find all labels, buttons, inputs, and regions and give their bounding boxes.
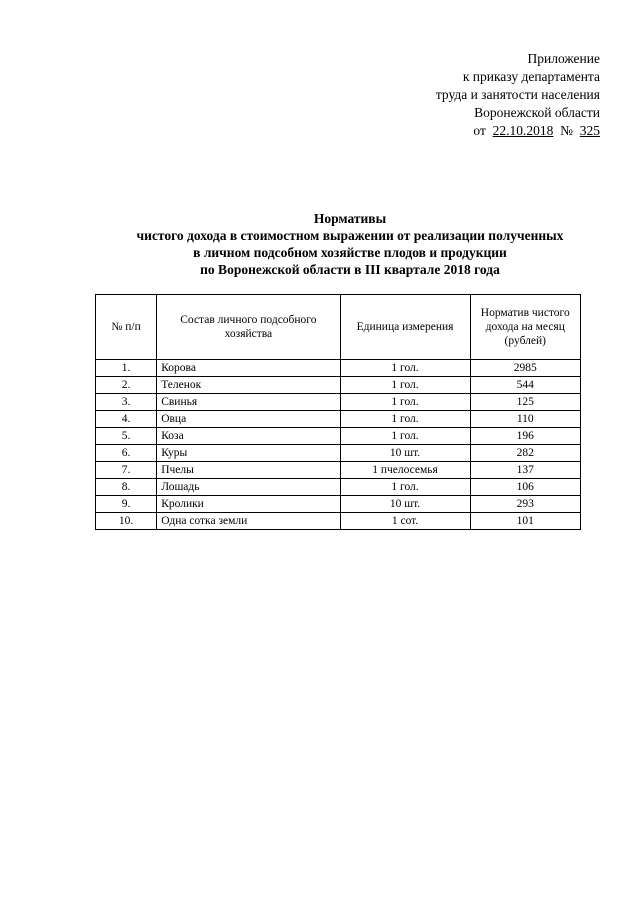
cell-name: Свинья bbox=[157, 394, 340, 411]
cell-value: 544 bbox=[470, 377, 580, 394]
cell-num: 5. bbox=[96, 428, 157, 445]
cell-value: 2985 bbox=[470, 360, 580, 377]
header-num: № п/п bbox=[96, 295, 157, 360]
table-row bbox=[96, 394, 581, 411]
table-row bbox=[96, 462, 581, 479]
header-unit: Единица измерения bbox=[340, 295, 470, 360]
header-value: Норматив чистого дохода на месяц (рублей) bbox=[470, 295, 580, 360]
appendix-block bbox=[436, 50, 600, 140]
cell-num: 9. bbox=[96, 496, 157, 513]
table-row bbox=[96, 513, 581, 530]
appendix-date: 22.10.2018 bbox=[492, 123, 554, 138]
title-line-3: в личном подсобном хозяйстве плодов и продукции bbox=[193, 245, 507, 260]
title-line-4: по Воронежской области в III квартале 2018 года bbox=[200, 262, 500, 277]
cell-unit: 1 гол. bbox=[340, 377, 470, 394]
cell-name: Кролики bbox=[157, 496, 340, 513]
cell-num: 2. bbox=[96, 377, 157, 394]
cell-value: 101 bbox=[470, 513, 580, 530]
table-row bbox=[96, 377, 581, 394]
appendix-number: 325 bbox=[579, 123, 600, 138]
cell-value: 293 bbox=[470, 496, 580, 513]
cell-unit: 1 гол. bbox=[340, 428, 470, 445]
cell-value: 106 bbox=[470, 479, 580, 496]
table-row bbox=[96, 428, 581, 445]
cell-unit: 1 пчелосемья bbox=[340, 462, 470, 479]
appendix-line-1: Приложение bbox=[527, 51, 600, 66]
cell-unit: 10 шт. bbox=[340, 496, 470, 513]
cell-unit: 1 гол. bbox=[340, 360, 470, 377]
cell-name: Овца bbox=[157, 411, 340, 428]
document-title bbox=[0, 210, 640, 278]
cell-name: Пчелы bbox=[157, 462, 340, 479]
table-row bbox=[96, 360, 581, 377]
cell-name: Лошадь bbox=[157, 479, 340, 496]
standards-table bbox=[95, 294, 581, 530]
appendix-line-4: Воронежской области bbox=[474, 105, 600, 120]
cell-num: 1. bbox=[96, 360, 157, 377]
header-name: Состав личного подсобного хозяйства bbox=[157, 295, 340, 360]
table-row bbox=[96, 479, 581, 496]
cell-name: Одна сотка земли bbox=[157, 513, 340, 530]
cell-value: 125 bbox=[470, 394, 580, 411]
cell-value: 110 bbox=[470, 411, 580, 428]
table-row bbox=[96, 496, 581, 513]
appendix-line-2: к приказу департамента bbox=[462, 69, 600, 84]
cell-value: 137 bbox=[470, 462, 580, 479]
cell-value: 282 bbox=[470, 445, 580, 462]
table-row bbox=[96, 445, 581, 462]
cell-name: Куры bbox=[157, 445, 340, 462]
table-header-row bbox=[96, 295, 581, 360]
title-line-2: чистого дохода в стоимостном выражении от реализации полученных bbox=[136, 228, 564, 243]
cell-unit: 1 сот. bbox=[340, 513, 470, 530]
table-body bbox=[96, 360, 581, 530]
cell-unit: 10 шт. bbox=[340, 445, 470, 462]
cell-num: 4. bbox=[96, 411, 157, 428]
cell-num: 8. bbox=[96, 479, 157, 496]
cell-value: 196 bbox=[470, 428, 580, 445]
cell-unit: 1 гол. bbox=[340, 479, 470, 496]
cell-name: Теленок bbox=[157, 377, 340, 394]
cell-num: 3. bbox=[96, 394, 157, 411]
appendix-line-3: труда и занятости населения bbox=[435, 87, 600, 102]
cell-unit: 1 гол. bbox=[340, 411, 470, 428]
title-line-1: Нормативы bbox=[313, 211, 387, 226]
cell-num: 7. bbox=[96, 462, 157, 479]
cell-num: 6. bbox=[96, 445, 157, 462]
cell-unit: 1 гол. bbox=[340, 394, 470, 411]
table-row bbox=[96, 411, 581, 428]
appendix-number-label: № bbox=[560, 123, 573, 138]
cell-name: Коза bbox=[157, 428, 340, 445]
cell-name: Корова bbox=[157, 360, 340, 377]
appendix-from-label: от bbox=[473, 123, 486, 138]
cell-num: 10. bbox=[96, 513, 157, 530]
appendix-order-line bbox=[436, 122, 600, 140]
